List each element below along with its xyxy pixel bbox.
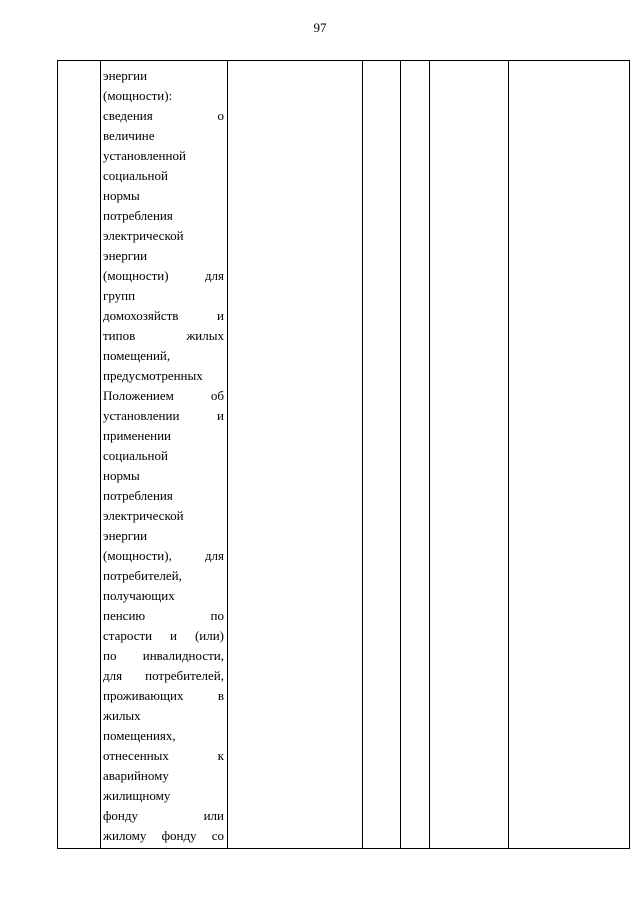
description-word: помещениях, [103, 728, 176, 743]
description-word: проживающих [103, 688, 184, 703]
description-line [103, 686, 224, 706]
table-cell-index [58, 61, 101, 849]
description-word: групп [103, 288, 136, 303]
description-word: к [217, 748, 224, 763]
description-line [103, 506, 224, 526]
description-word: и [217, 308, 224, 323]
description-word: электрической [103, 228, 184, 243]
description-word: и [217, 408, 224, 423]
description-word: фонду [161, 828, 197, 843]
table-cell-4 [363, 61, 401, 849]
description-line [103, 346, 224, 366]
table-cell-6 [430, 61, 509, 849]
description-line [103, 706, 224, 726]
description-line [103, 166, 224, 186]
description-line [103, 486, 224, 506]
description-line [103, 66, 224, 86]
table-cell-3 [228, 61, 363, 849]
document-table [57, 60, 630, 849]
description-line [103, 446, 224, 466]
description-line [103, 466, 224, 486]
description-word: энергии [103, 528, 148, 543]
description-line [103, 286, 224, 306]
description-word: электрической [103, 508, 184, 523]
description-word: жилых [186, 328, 224, 343]
description-word: отнесенных [103, 748, 169, 763]
description-word: (мощности), [103, 548, 172, 563]
description-line [103, 786, 224, 806]
description-word: фонду [103, 808, 138, 823]
description-line [103, 426, 224, 446]
description-word: величине [103, 128, 155, 143]
description-word: по [210, 608, 224, 623]
description-word: установлении [103, 408, 180, 423]
description-word: потребителей, [103, 568, 182, 583]
description-line [103, 106, 224, 126]
description-word: об [210, 388, 224, 403]
table-row [58, 61, 630, 849]
description-word: установленной [103, 148, 186, 163]
description-word: или [203, 808, 224, 823]
description-word: для [204, 268, 224, 283]
description-line [103, 366, 224, 386]
description-line [103, 246, 224, 266]
description-line [103, 86, 224, 106]
description-word: о [217, 108, 224, 123]
description-line [103, 746, 224, 766]
description-line [103, 186, 224, 206]
description-word: домохозяйств [103, 308, 179, 323]
description-line [103, 206, 224, 226]
description-line [103, 826, 224, 846]
description-word: предусмотренных [103, 368, 203, 383]
description-line [103, 266, 224, 286]
description-word: социальной [103, 168, 168, 183]
description-line [103, 406, 224, 426]
description-line [103, 306, 224, 326]
table-cell-5 [401, 61, 430, 849]
description-line [103, 226, 224, 246]
description-word: аварийному [103, 768, 169, 783]
description-line [103, 606, 224, 626]
description-word: жилищному [103, 788, 171, 803]
description-line [103, 526, 224, 546]
table-cell-7 [509, 61, 630, 849]
description-line [103, 726, 224, 746]
description-word: пенсию [103, 608, 146, 623]
description-word: для [103, 668, 123, 683]
description-line [103, 386, 224, 406]
description-text [101, 61, 227, 846]
description-word: Положением [103, 388, 174, 403]
description-line [103, 546, 224, 566]
description-word: в [217, 688, 224, 703]
page-number: 97 [313, 20, 327, 35]
table-cell-description [101, 61, 228, 849]
description-word: типов [103, 328, 136, 343]
description-word: энергии [103, 248, 148, 263]
description-word: (мощности): [103, 88, 173, 103]
description-word: старости [103, 628, 153, 643]
description-line [103, 146, 224, 166]
description-word: сведения [103, 108, 153, 123]
description-word: нормы [103, 468, 140, 483]
description-word: нормы [103, 188, 140, 203]
description-word: по [103, 648, 117, 663]
description-word: помещений, [103, 348, 171, 363]
description-line [103, 666, 224, 686]
description-word: потребления [103, 488, 173, 503]
description-word: со [211, 828, 224, 843]
description-line [103, 806, 224, 826]
description-word: получающих [103, 588, 175, 603]
description-line [103, 766, 224, 786]
description-line [103, 566, 224, 586]
description-word: применении [103, 428, 172, 443]
description-word: потребления [103, 208, 173, 223]
description-word: (мощности) [103, 268, 169, 283]
description-word: жилому [103, 828, 147, 843]
description-word: инвалидности, [142, 648, 224, 663]
description-line [103, 646, 224, 666]
description-word: (или) [194, 628, 224, 643]
description-line [103, 586, 224, 606]
description-word: и [170, 628, 178, 643]
description-word: жилых [103, 708, 141, 723]
description-word: социальной [103, 448, 168, 463]
description-word: энергии [103, 68, 148, 83]
description-line [103, 126, 224, 146]
description-line [103, 326, 224, 346]
description-word: для [204, 548, 224, 563]
description-line [103, 626, 224, 646]
description-word: потребителей, [145, 668, 224, 683]
